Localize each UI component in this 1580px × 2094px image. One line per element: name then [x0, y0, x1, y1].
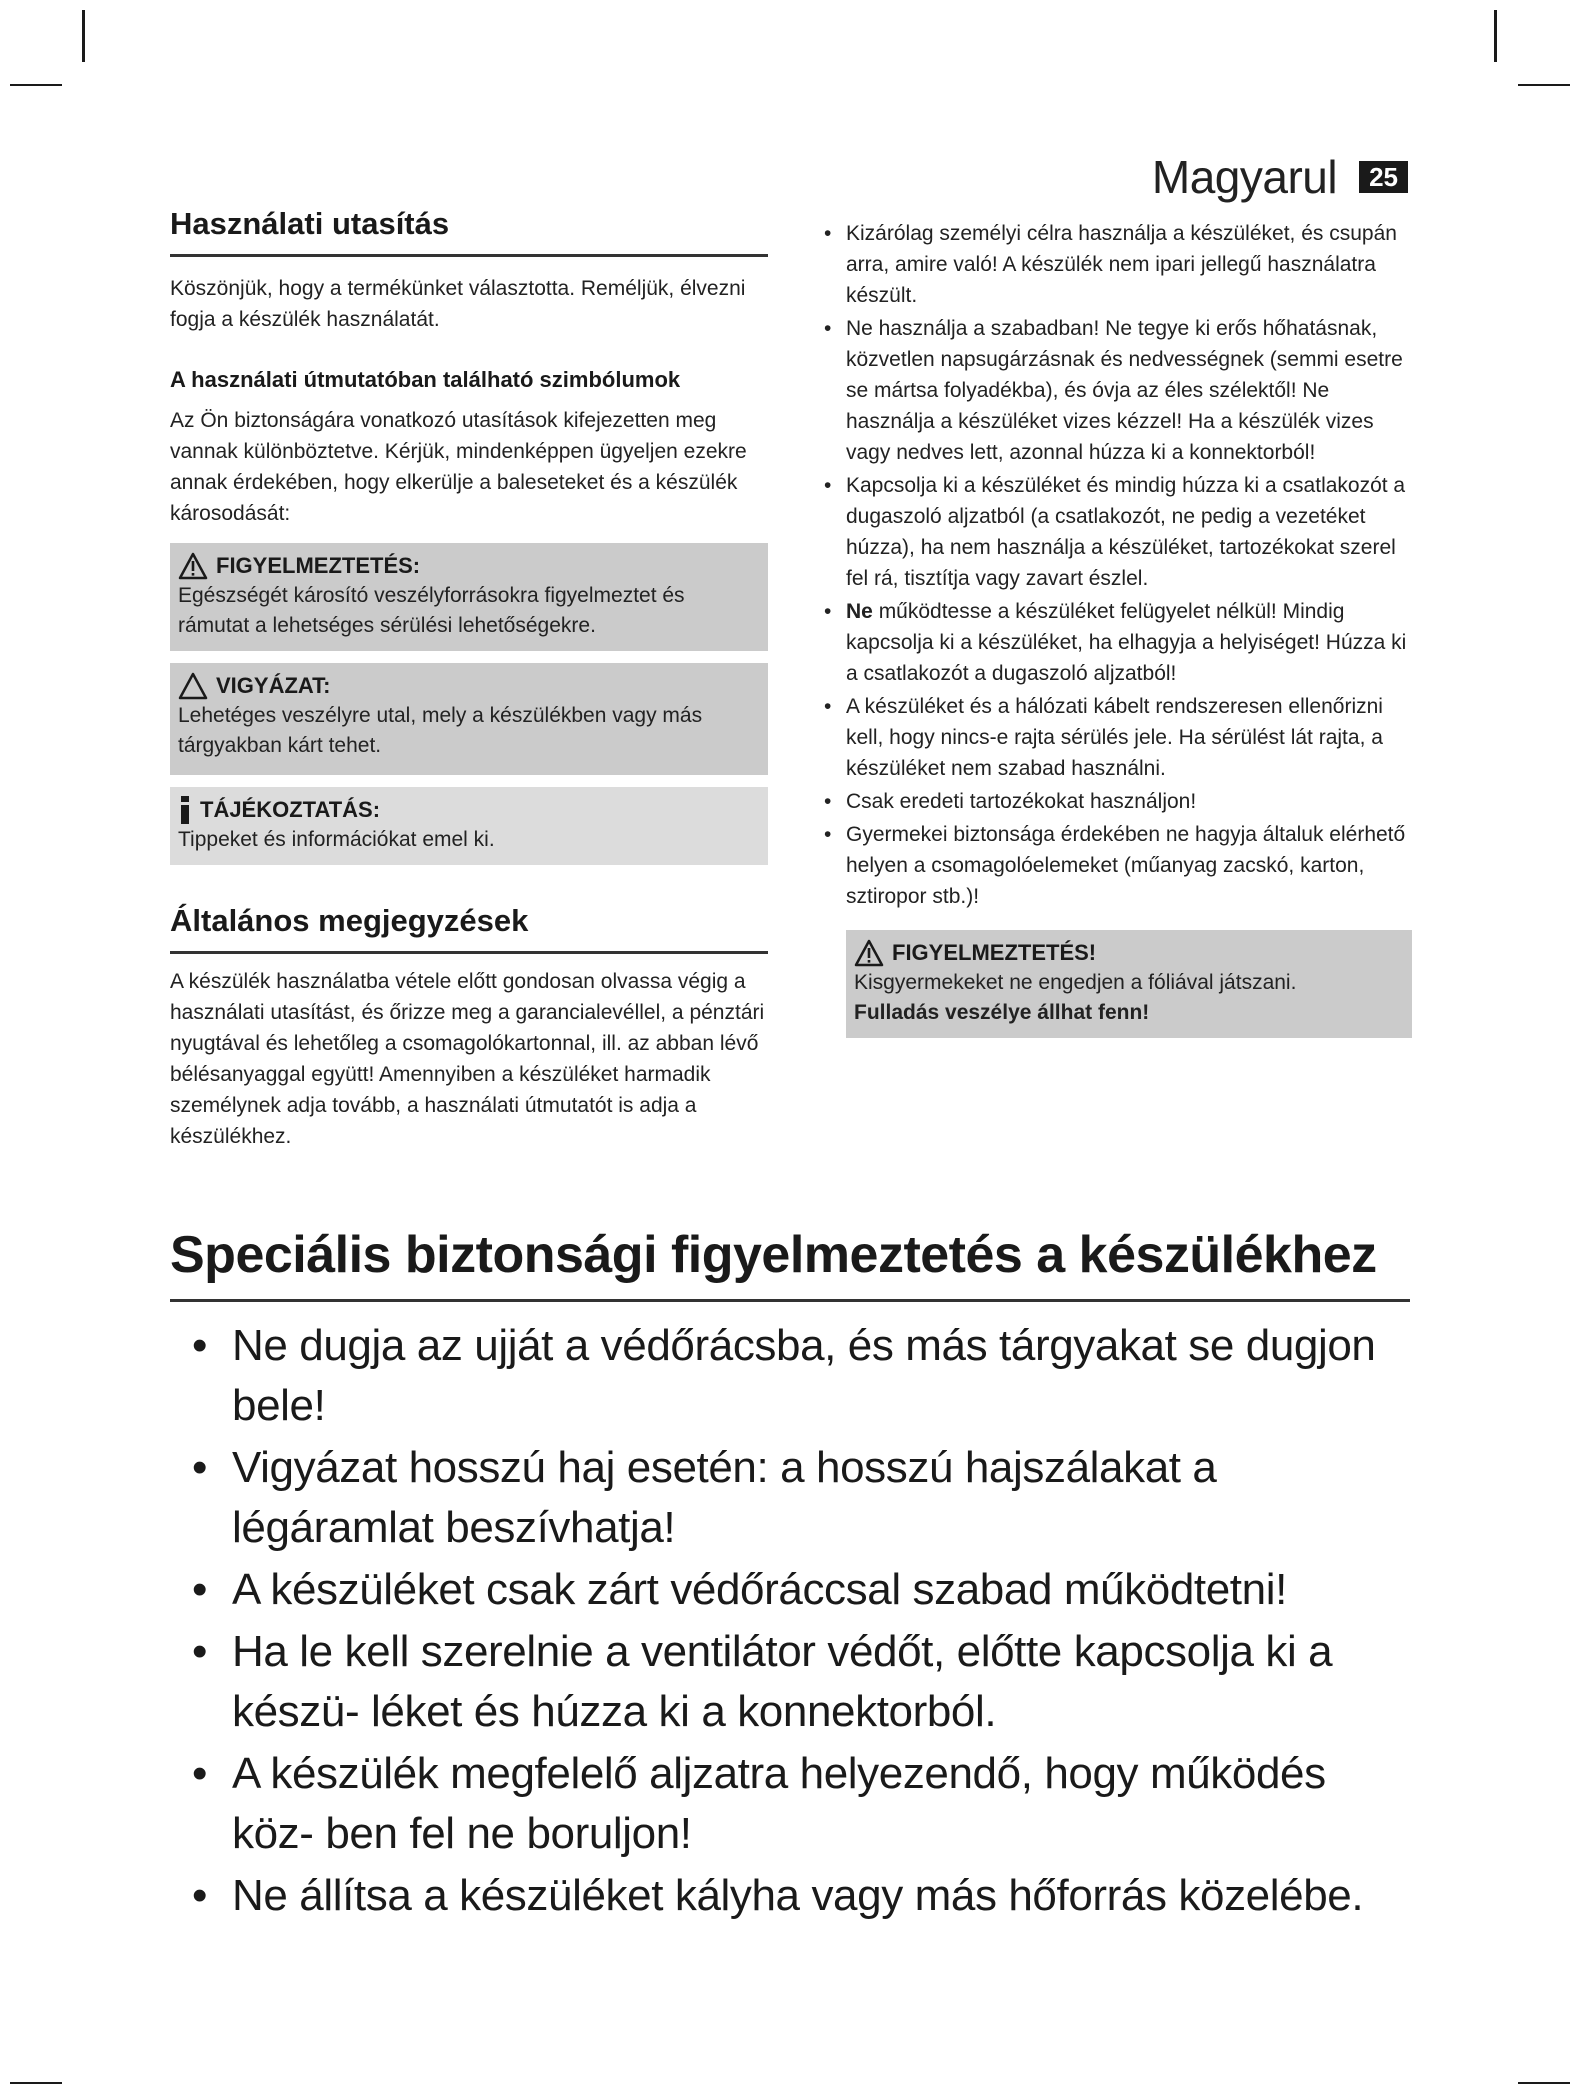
list-item: • Vigyázat hosszú haj esetén: a hosszú hajszálakat a légáramlat beszívhatja! — [192, 1443, 1217, 1552]
info-box — [170, 787, 768, 865]
special-safety-section — [170, 1225, 1410, 1928]
page-number: 25 — [1359, 161, 1408, 193]
symbols-text: Az Ön biztonságára vonatkozó utasítások kifejezetten meg vannak különböztetve. Kérjük, mindenképpen ügyeljen ezekre annak érdekében, hogy elkerülje a baleseteket és a készülék károsodását: — [170, 409, 747, 525]
right-column — [802, 218, 1412, 1038]
list-item: • Csak eredeti tartozékokat használjon! — [824, 790, 1197, 813]
child-warning-box — [846, 930, 1412, 1038]
list-item: • Ne működtesse a készüléket felügyelet nélkül! Mindig kapcsolja ki a készüléket, ha elhagyja a helyiséget! Húzza ki a csatlakozót a dugaszoló aljzatból! — [824, 600, 1407, 685]
crop-mark — [1518, 2082, 1570, 2084]
list-item: • Ha le kell szerelnie a ventilátor védőt, előtte kapcsolja ki a készü- léket és húzza ki a konnektorból. — [192, 1627, 1333, 1736]
info-icon — [178, 796, 192, 824]
list-item: • A készüléket és a hálózati kábelt rendszeresen ellenőrizni kell, hogy nincs-e rajta sérülés jele. Ha sérülést lát rajta, a készüléket nem szabad használni. — [824, 695, 1383, 780]
child-warning-text: Kisgyermekeket ne engedjen a fóliával játszani. — [854, 971, 1297, 994]
intro-text: Köszönjük, hogy a termékünket választotta. Reméljük, élvezni fogja a készülék használatát. — [170, 277, 746, 331]
caution-header — [178, 671, 758, 701]
crop-mark — [1518, 84, 1570, 86]
child-warning-bold-text: Fulladás veszélye állhat fenn! — [854, 1001, 1150, 1024]
warning-text: Egészségét károsító veszélyforrásokra figyelmeztet és rámutat a lehetséges sérülési lehetőségekre. — [178, 584, 685, 637]
special-bullet-list — [170, 1316, 1410, 1926]
warning-header — [178, 551, 758, 581]
list-item: • Kizárólag személyi célra használja a készüléket, és csupán arra, amire való! A készülék nem ipari jellegű használatra készült. — [824, 222, 1397, 307]
crop-mark — [10, 2082, 62, 2084]
warning-triangle-icon — [854, 939, 884, 967]
crop-mark — [82, 10, 85, 62]
warning-box — [170, 543, 768, 651]
child-warning-label: FIGYELMEZTETÉS! — [892, 940, 1097, 965]
list-item: • Ne dugja az ujját a védőrácsba, és más tárgyakat se dugjon bele! — [192, 1321, 1376, 1430]
warning-label: FIGYELMEZTETÉS: — [216, 553, 421, 578]
list-item: • Kapcsolja ki a készüléket és mindig húzza ki a csatlakozót a dugaszoló aljzatból (a csatlakozót, ne pedig a vezetéket húzza), ha nem használja a készüléket, tartozékokat szerel fel rá, tisztítja vagy zavart észlel. — [824, 474, 1406, 590]
safety-bullet-list — [802, 218, 1412, 912]
list-item: • Ne használja a szabadban! Ne tegye ki erős hőhatásnak, közvetlen napsugárzásnak és nedvességnek (semmi esetre se mártsa folyadékba), és óvja az éles szélektől! Ne használja a készüléket vizes kézzel! Ha a készülék vizes vagy nedves lett, azonnal húzza ki a konnektorból! — [824, 317, 1403, 464]
info-header — [178, 795, 758, 825]
crop-mark — [1494, 10, 1497, 62]
list-item: • A készüléket csak zárt védőráccsal szabad működtetni! — [192, 1565, 1287, 1614]
crop-mark — [10, 84, 62, 86]
section-title-general: Általános megjegyzések — [170, 903, 768, 954]
child-warning-header — [854, 938, 1402, 968]
warning-triangle-icon — [178, 552, 208, 580]
page-header — [1152, 150, 1408, 204]
caution-box — [170, 663, 768, 775]
list-item: • A készülék megfelelő aljzatra helyezendő, hogy működés köz- ben fel ne boruljon! — [192, 1749, 1326, 1858]
caution-text: Lehetéges veszélyre utal, mely a készülékben vagy más tárgyakban kárt tehet. — [178, 704, 703, 757]
info-label: TÁJÉKOZTATÁS: — [200, 797, 381, 822]
left-column — [170, 206, 768, 1152]
language-label: Magyarul — [1151, 151, 1338, 203]
list-item: • Ne állítsa a készüléket kályha vagy más hőforrás közelébe. — [192, 1871, 1364, 1920]
list-item: • Gyermekei biztonsága érdekében ne hagyja általuk elérhető helyen a csomagolóelemeket (műanyag zacskó, karton, sztiropor stb.)! — [824, 823, 1406, 908]
general-text: A készülék használatba vétele előtt gondosan olvassa végig a használati utasítást, és őrizze meg a garancialevéllel, a pénztári nyugtával és lehetőleg a csomagolókartonnal, ill. az abban lévő bélésanyaggal együtt! Amennyiben a készüléket harmadik személynek adja tovább, a használati útmutatót is adja a készülékhez. — [170, 970, 765, 1148]
special-safety-title: Speciális biztonsági figyelmeztetés a készülékhez — [170, 1225, 1410, 1302]
section-title-instructions: Használati utasítás — [170, 206, 768, 257]
symbols-heading: A használati útmutatóban található szimbólumok — [170, 367, 681, 392]
caution-label: VIGYÁZAT: — [216, 673, 331, 698]
caution-triangle-icon — [178, 672, 208, 700]
info-text: Tippeket és információkat emel ki. — [178, 828, 495, 851]
